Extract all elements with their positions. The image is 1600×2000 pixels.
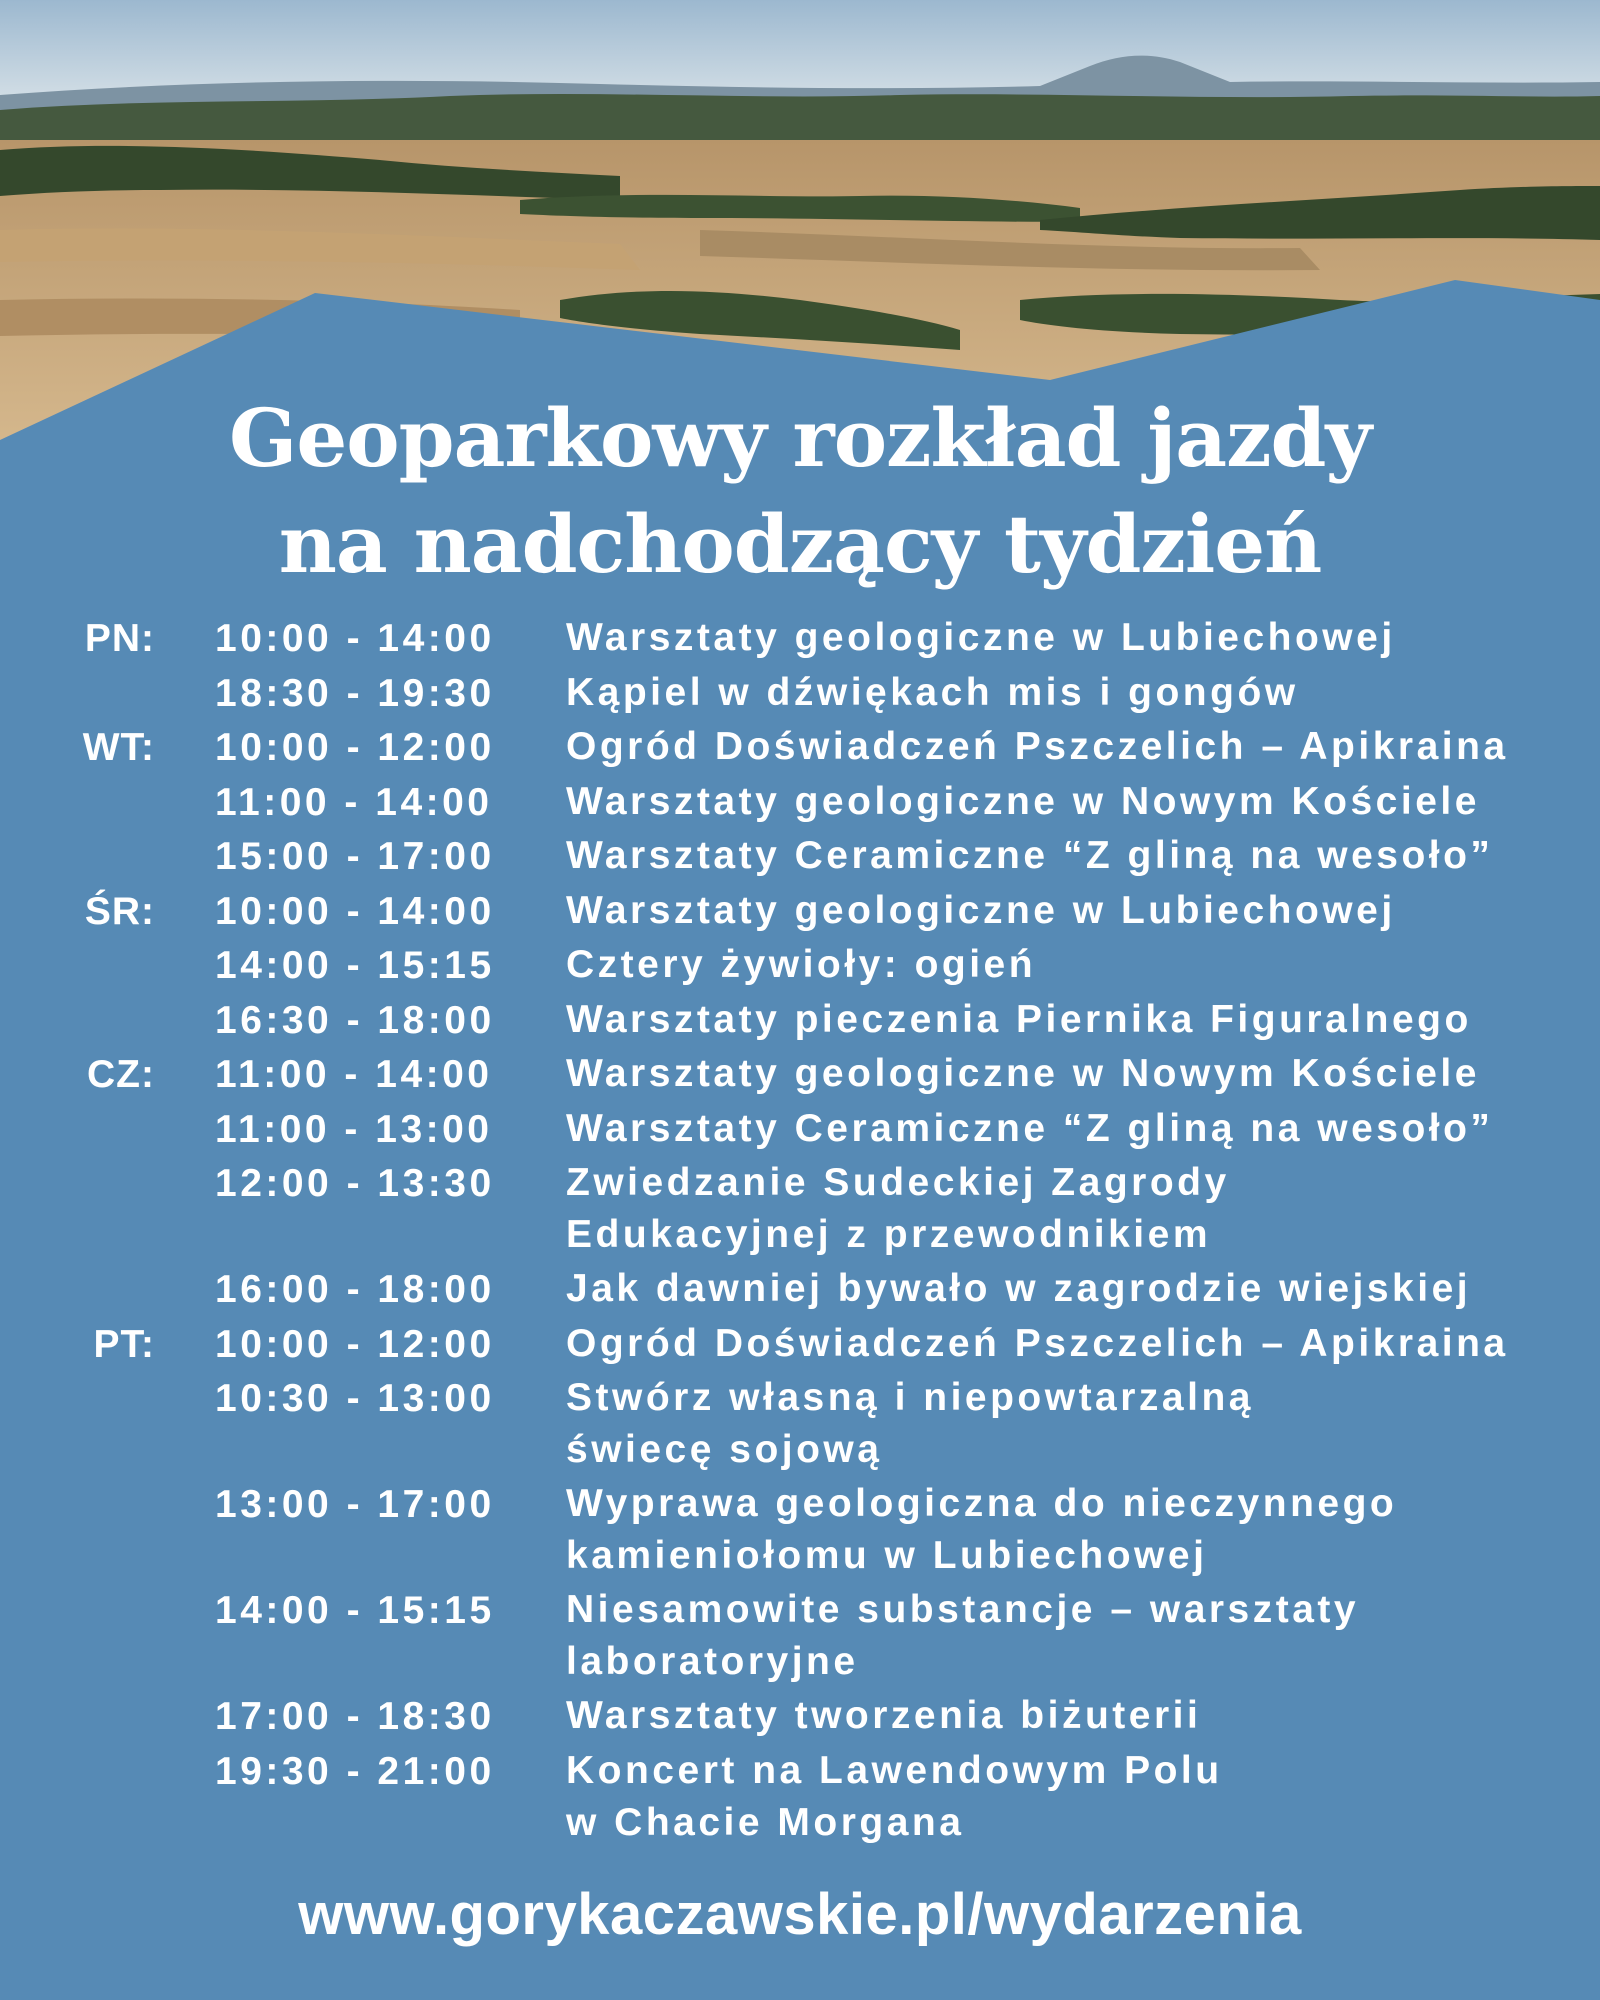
time-range: 16:00 - 18:00: [215, 1268, 495, 1311]
event-name: [566, 1478, 1397, 1582]
schedule-row: [0, 1372, 1600, 1478]
day-label: WT:: [82, 726, 155, 769]
event-name: [566, 1103, 1493, 1155]
schedule-row: [0, 830, 1600, 885]
event-line: laboratoryjne: [566, 1640, 859, 1683]
event-name: [566, 612, 1396, 664]
time-range: 15:00 - 17:00: [215, 835, 495, 878]
website-link[interactable]: www.gorykaczawskie.pl/wydarzenia: [298, 1882, 1302, 1947]
event-line: Warsztaty geologiczne w Lubiechowej: [566, 616, 1396, 659]
time-range: 19:30 - 21:00: [215, 1749, 495, 1793]
schedule-row: [0, 1690, 1600, 1745]
event-line: Niesamowite substancje – warsztaty: [566, 1588, 1360, 1631]
event-name: [566, 667, 1299, 719]
event-line: Warsztaty geologiczne w Lubiechowej: [566, 888, 1396, 932]
schedule-row: [0, 1478, 1600, 1584]
schedule-row: [0, 1157, 1600, 1263]
schedule-row: [0, 1584, 1600, 1690]
schedule-row: [0, 1103, 1600, 1158]
event-name: [566, 776, 1480, 828]
day-label: PT:: [93, 1322, 155, 1366]
event-name: [566, 994, 1472, 1046]
schedule-row: [0, 1263, 1600, 1318]
title-line-2: na nadchodzący tydzień: [278, 497, 1322, 591]
schedule-row: [0, 885, 1600, 940]
event-line: Jak dawniej bywało w zagrodzie wiejskiej: [566, 1267, 1472, 1310]
schedule-row: [0, 994, 1600, 1049]
time-range: 10:00 - 14:00: [215, 889, 495, 933]
time-range: 12:00 - 13:30: [215, 1162, 495, 1205]
event-name: [566, 1157, 1230, 1261]
time-range: 11:00 - 14:00: [215, 1053, 493, 1096]
time-range: 14:00 - 15:15: [215, 944, 495, 987]
day-label: ŚR:: [84, 889, 155, 933]
event-line: Stwórz własną i niepowtarzalną: [566, 1376, 1254, 1419]
time-range: 10:00 - 12:00: [215, 1322, 495, 1366]
time-range: 10:00 - 14:00: [215, 617, 495, 660]
schedule-row: [0, 939, 1600, 994]
schedule-row: [0, 1048, 1600, 1103]
event-name: [566, 885, 1396, 937]
time-range: 10:00 - 12:00: [215, 726, 495, 769]
event-name: [566, 1690, 1201, 1742]
event-line: Warsztaty tworzenia biżuterii: [566, 1694, 1202, 1737]
time-range: 17:00 - 18:30: [215, 1695, 495, 1738]
time-range: 18:30 - 19:30: [215, 671, 495, 715]
event-line: Zwiedzanie Sudeckiej Zagrody: [566, 1161, 1230, 1204]
event-name: [566, 1745, 1223, 1849]
event-line: kamieniołomu w Lubiechowej: [566, 1534, 1208, 1577]
event-name: [566, 1263, 1471, 1315]
time-range: 11:00 - 14:00: [215, 780, 493, 824]
event-name: [566, 939, 1036, 991]
event-line: świecę sojową: [566, 1428, 883, 1471]
event-name: [566, 1584, 1359, 1688]
time-range: 14:00 - 15:15: [215, 1589, 495, 1632]
event-line: Cztery żywioły: ogień: [566, 943, 1037, 986]
schedule-row: [0, 721, 1600, 776]
event-line: Warsztaty Ceramiczne “Z gliną na wesoło”: [566, 1106, 1494, 1150]
time-range: 10:30 - 13:00: [215, 1377, 495, 1420]
time-range: 13:00 - 17:00: [215, 1483, 495, 1526]
event-name: [566, 1048, 1480, 1100]
event-name: [566, 1372, 1254, 1476]
event-line: Kąpiel w dźwiękach mis i gongów: [566, 670, 1299, 714]
event-line: Warsztaty geologiczne w Nowym Kościele: [566, 1052, 1480, 1095]
day-label: PN:: [84, 617, 155, 660]
event-name: [566, 830, 1493, 882]
event-line: Ogród Doświadczeń Pszczelich – Apikraina: [566, 725, 1509, 768]
schedule-row: [0, 1318, 1600, 1373]
event-name: [566, 1318, 1509, 1370]
schedule-list: [0, 612, 1600, 1851]
poster-title: [0, 385, 1600, 597]
event-line: Warsztaty Ceramiczne “Z gliną na wesoło”: [566, 834, 1494, 877]
title-line-1: Geoparkowy rozkład jazdy: [229, 391, 1371, 485]
schedule-row: [0, 776, 1600, 831]
event-name: [566, 721, 1509, 773]
schedule-row: [0, 667, 1600, 722]
event-line: Warsztaty pieczenia Piernika Figuralnego: [566, 997, 1472, 1041]
event-line: Wyprawa geologiczna do nieczynnego: [566, 1482, 1398, 1525]
event-line: Koncert na Lawendowym Polu: [566, 1748, 1223, 1792]
time-range: 16:30 - 18:00: [215, 998, 495, 1042]
event-line: Ogród Doświadczeń Pszczelich – Apikraina: [566, 1321, 1509, 1365]
event-line: w Chacie Morgana: [566, 1800, 965, 1844]
schedule-row: [0, 612, 1600, 667]
event-line: Warsztaty geologiczne w Nowym Kościele: [566, 779, 1480, 823]
schedule-row: [0, 1745, 1600, 1851]
day-label: CZ:: [87, 1053, 155, 1096]
event-line: Edukacyjnej z przewodnikiem: [566, 1213, 1211, 1256]
time-range: 11:00 - 13:00: [215, 1107, 493, 1151]
